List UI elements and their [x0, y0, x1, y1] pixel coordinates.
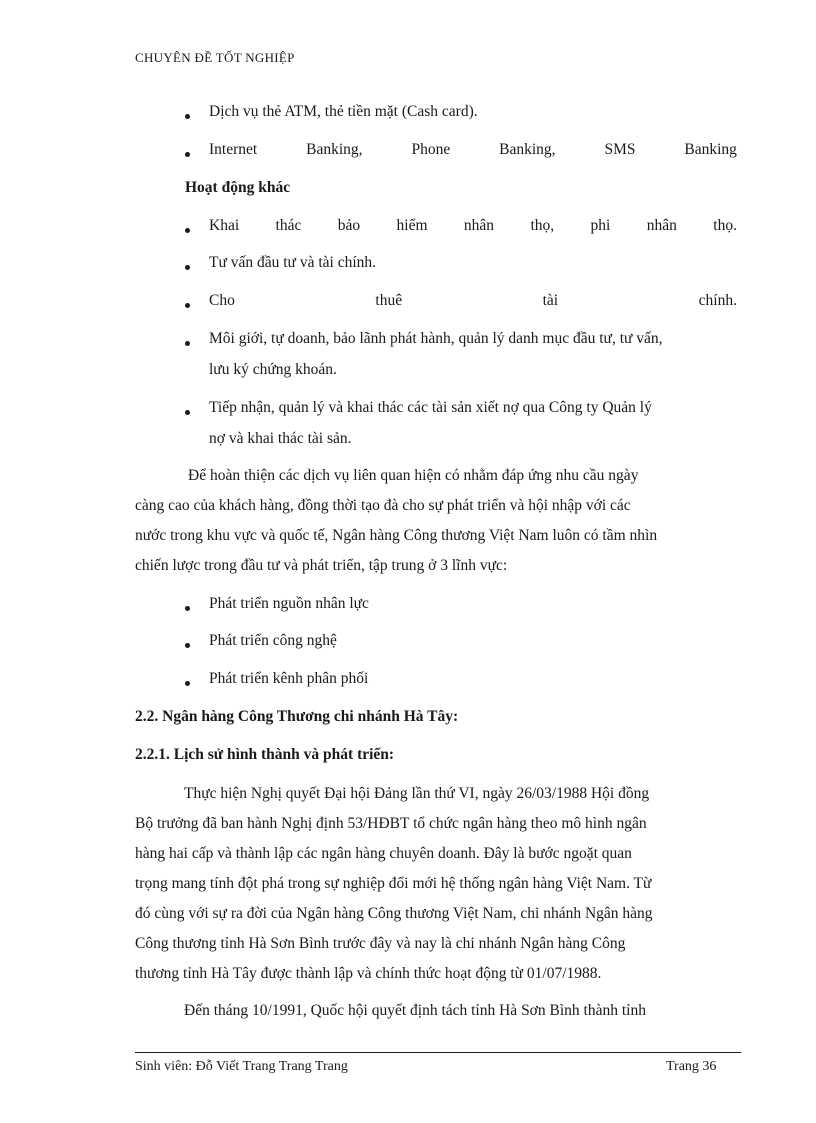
bullet-hr: Phát triển nguồn nhân lực — [209, 595, 369, 612]
bullet-dot — [185, 303, 190, 308]
footer-page-number: Trang 36 — [666, 1059, 717, 1074]
word: bảo — [337, 217, 361, 234]
page-header-title: CHUYÊN ĐỀ TỐT NGHIỆP — [135, 50, 295, 65]
bullet-debt-line-1: Tiếp nhận, quản lý và khai thác các tài sản xiết nợ qua Công ty Quản lý — [209, 399, 652, 416]
paragraph-1-line-4: chiến lược trong đầu tư và phát triển, tập trung ở 3 lĩnh vực: — [135, 557, 508, 574]
bullet-dot — [185, 265, 190, 270]
word: tài — [542, 292, 559, 309]
bullet-dot — [185, 152, 190, 157]
paragraph-2-line-4: trọng mang tính đột phá trong sự nghiệp đổi mới hệ thống ngân hàng Việt Nam. Từ — [135, 875, 652, 892]
bullet-securities-line-2: lưu ký chứng khoán. — [209, 361, 337, 378]
bullet-insurance — [209, 217, 737, 235]
word: Phone — [411, 141, 451, 158]
word: Internet — [209, 141, 258, 158]
paragraph-2-line-1: Thực hiện Nghị quyết Đại hội Đảng lần thứ VI, ngày 26/03/1988 Hội đồng — [184, 785, 650, 802]
word: thuê — [375, 292, 403, 309]
bullet-atm: Dịch vụ thẻ ATM, thẻ tiền mặt (Cash card). — [209, 103, 478, 120]
word: nhân — [463, 217, 495, 234]
bullet-technology: Phát triển công nghệ — [209, 632, 337, 649]
word: Banking, — [306, 141, 363, 158]
word: Khai — [209, 217, 240, 234]
heading-2-2: 2.2. Ngân hàng Công Thương chi nhánh Hà Tây: — [135, 708, 459, 725]
bullet-dot — [185, 606, 190, 611]
paragraph-2-line-2: Bộ trưởng đã ban hành Nghị định 53/HĐBT tổ chức ngân hàng theo mô hình ngân — [135, 815, 647, 832]
bullet-dot — [185, 228, 190, 233]
section-heading-other: Hoạt động khác — [185, 179, 291, 196]
paragraph-1-line-1: Để hoàn thiện các dịch vụ liên quan hiện có nhằm đáp ứng nhu cầu ngày — [188, 467, 639, 484]
bullet-leasing — [209, 292, 737, 310]
paragraph-2-line-3: hàng hai cấp và thành lập các ngân hàng chuyên doanh. Đây là bước ngoặt quan — [135, 845, 632, 862]
bullet-advisory: Tư vấn đầu tư và tài chính. — [209, 254, 377, 271]
word: Banking — [684, 141, 737, 158]
bullet-distribution: Phát triển kênh phân phối — [209, 670, 369, 687]
bullet-dot — [185, 114, 190, 119]
word: thọ, — [530, 217, 555, 234]
word: thọ. — [713, 217, 737, 234]
footer-student: Sinh viên: Đỗ Viết Trang Trang Trang — [135, 1059, 348, 1074]
paragraph-2-line-6: Công thương tỉnh Hà Sơn Bình trước đây và nay là chi nhánh Ngân hàng Công — [135, 935, 626, 952]
bullet-dot — [185, 341, 190, 346]
word: nhân — [646, 217, 677, 234]
bullet-banking — [209, 141, 737, 159]
paragraph-1-line-2: càng cao của khách hàng, đồng thời tạo đà cho sự phát triển và hội nhập với các — [135, 497, 631, 514]
word: Banking, — [499, 141, 556, 158]
word: chính. — [698, 292, 737, 309]
paragraph-1-line-3: nước trong khu vực và quốc tế, Ngân hàng Công thương Việt Nam luôn có tầm nhìn — [135, 527, 658, 544]
word: thác — [275, 217, 302, 234]
bullet-dot — [185, 410, 190, 415]
paragraph-2-line-5: đó cùng với sự ra đời của Ngân hàng Công thương Việt Nam, chi nhánh Ngân hàng — [135, 905, 653, 922]
word: SMS — [604, 141, 636, 158]
paragraph-3-line-1: Đến tháng 10/1991, Quốc hội quyết định tách tỉnh Hà Sơn Bình thành tỉnh — [184, 1002, 646, 1019]
word: Cho — [209, 292, 235, 309]
bullet-dot — [185, 643, 190, 648]
heading-2-2-1: 2.2.1. Lịch sử hình thành và phát triển: — [135, 746, 395, 763]
bullet-dot — [185, 681, 190, 686]
word: hiểm — [396, 217, 428, 234]
word: phi — [590, 217, 611, 234]
bullet-debt-line-2: nợ và khai thác tài sản. — [209, 430, 352, 447]
paragraph-2-line-7: thương tỉnh Hà Tây được thành lập và chính thức hoạt động từ 01/07/1988. — [135, 965, 602, 982]
bullet-securities-line-1: Môi giới, tự doanh, bảo lãnh phát hành, quản lý danh mục đầu tư, tư vấn, — [209, 330, 663, 347]
footer-divider — [135, 1052, 741, 1053]
